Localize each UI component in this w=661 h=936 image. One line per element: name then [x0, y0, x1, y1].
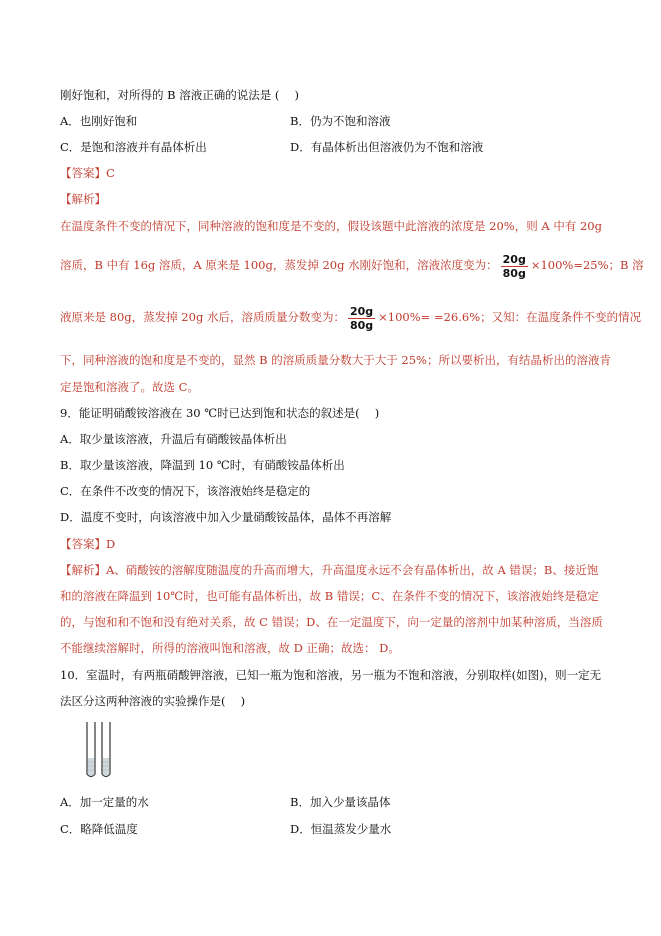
q10-stem: 法区分这两种溶液的实验操作是( ) [60, 694, 246, 708]
q9-analysis-line: 【解析】A、硝酸铵的溶解度随温度的升高而增大，升高温度永远不会有晶体析出，故 A 错误；B、接近饱 [60, 563, 599, 577]
q9-stem: 9．能证明硝酸铵溶液在 30 ℃时已达到饱和状态的叙述是( ) [60, 406, 380, 420]
q8-stem: 刚好饱和，对所得的 B 溶液正确的说法是 ( ) [60, 88, 300, 102]
q9-option-b: B．取少量该溶液，降温到 10 ℃时，有硝酸铵晶体析出 [60, 458, 345, 472]
q9-answer: 【答案】D [60, 537, 116, 551]
test-tube-icon [102, 722, 110, 777]
fraction-numerator: 20g [349, 304, 374, 318]
q8-analysis-text: 液原来是 80g，蒸发掉 20g 水后，溶质质量分数变为： [60, 310, 345, 324]
q8-option-b: B．仍为不饱和溶液 [290, 114, 391, 128]
q8-option-a: A．也刚好饱和 [60, 114, 138, 128]
q9-option-a: A．取少量该溶液，升温后有硝酸铵晶体析出 [60, 432, 287, 446]
q10-option-d: D．恒温蒸发少量水 [290, 822, 392, 836]
q8-analysis-text: 溶质，B 中有 16g 溶质，A 原来是 100g，蒸发掉 20g 水刚好饱和，溶液浓度变为： [60, 258, 498, 272]
q8-analysis-line [60, 302, 641, 332]
test-tubes-figure [85, 720, 115, 780]
q9-option-c: C．在条件不改变的情况下，该溶液始终是稳定的 [60, 484, 311, 498]
q9-analysis-line: 不能继续溶解时，所得的溶液叫饱和溶液，故 D 正确；故选： D。 [60, 641, 400, 655]
q8-option-c: C．是饱和溶液并有晶体析出 [60, 140, 207, 154]
fraction-numerator: 20g [502, 252, 526, 266]
q8-analysis-line: 定是饱和溶液了。故选 C。 [60, 380, 199, 394]
q9-analysis-line: 的，与饱和和不饱和没有绝对关系，故 C 错误；D、在一定温度下，向一定量的溶剂中加某种溶质，当溶质 [60, 615, 603, 629]
q8-analysis-text: ×100%=25%；B 溶 [530, 258, 644, 272]
q8-answer: 【答案】C [60, 166, 115, 180]
q8-analysis-line: 下，同种溶液的饱和度是不变的，显然 B 的溶质质量分数大于大于 25%；所以要析出，有结晶析出的溶液肯 [60, 353, 611, 367]
q10-stem: 10．室温时，有两瓶硝酸钾溶液，已知一瓶为饱和溶液，另一瓶为不饱和溶液，分别取样(如图)，则一定无 [60, 668, 602, 682]
test-tube-icon [87, 722, 95, 777]
q10-option-c: C．略降低温度 [60, 822, 138, 836]
q9-analysis-line: 和的溶液在降温到 10℃时，也可能有晶体析出，故 B 错误；C、在条件不变的情况下，该溶液始终是稳定 [60, 589, 599, 603]
q8-analysis-line: 在温度条件不变的情况下，同种溶液的饱和度是不变的，假设该题中此溶液的浓度是 20%，则 A 中有 20g [60, 219, 602, 233]
fraction-denominator: 80g [349, 318, 374, 332]
q9-option-d: D．温度不变时，向该溶液中加入少量硝酸铵晶体，晶体不再溶解 [60, 510, 392, 524]
fraction-denominator: 80g [502, 266, 526, 280]
q8-analysis-label: 【解析】 [60, 192, 106, 206]
q8-option-d: D．有晶体析出但溶液仍为不饱和溶液 [290, 140, 484, 154]
q10-option-a: A．加一定量的水 [60, 795, 149, 809]
fraction [501, 253, 528, 280]
fraction [348, 305, 375, 332]
q10-option-b: B．加入少量该晶体 [290, 795, 391, 809]
q8-analysis-line [60, 250, 644, 280]
q8-analysis-text: ×100%= =26.6%；又知：在温度条件不变的情况 [378, 310, 642, 324]
